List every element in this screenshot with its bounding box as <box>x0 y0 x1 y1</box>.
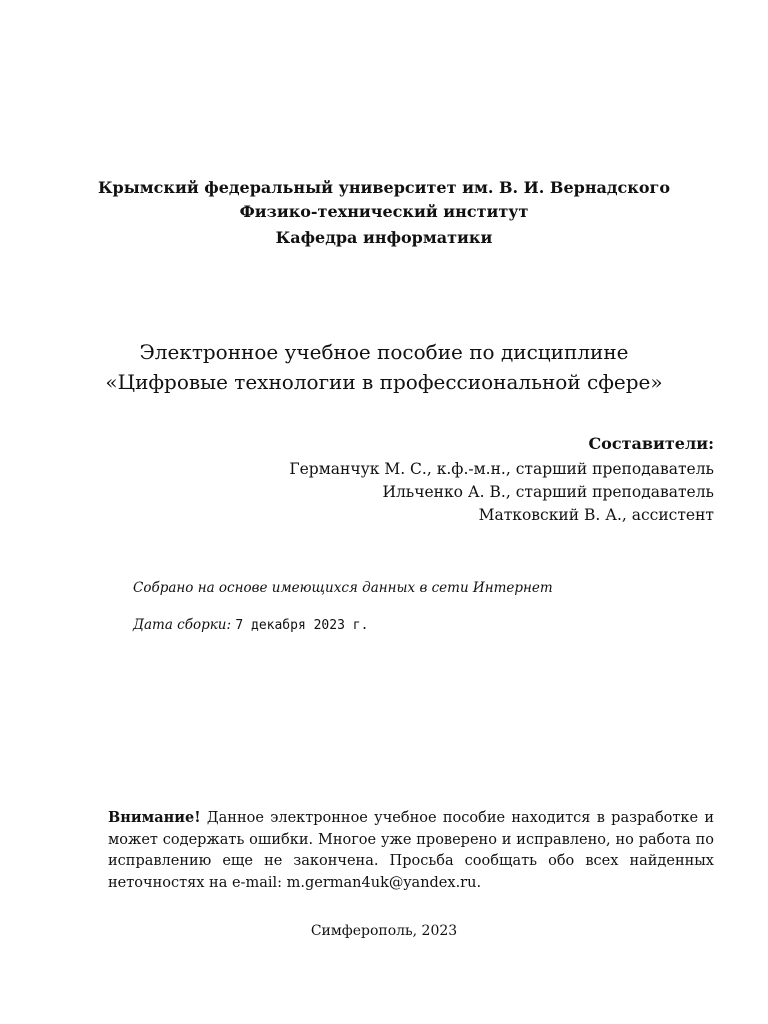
author-1: Германчук М. С., к.ф.-м.н., старший преподаватель <box>289 460 714 478</box>
build-date-value: 7 декабря 2023 г. <box>235 618 369 633</box>
warning-text: Данное электронное учебное пособие находится в разработке и может содержать ошибки. Многое уже проверено и исправлено, но работа по исправлению еще не закончена. Просьба сообщать обо всех найденных неточностях на e-mail: m.german4uk@yandex.ru. <box>108 810 715 891</box>
author-2: Ильченко А. В., старший преподаватель <box>382 483 714 501</box>
source-note: Собрано на основе имеющихся данных в сети Интернет <box>133 580 553 596</box>
department-name: Кафедра информатики <box>275 228 493 247</box>
author-3: Матковский В. А., ассистент <box>478 506 714 524</box>
warning-label: Внимание! <box>108 809 201 826</box>
authors-heading: Составители: <box>588 434 714 453</box>
warning-paragraph <box>108 807 714 894</box>
institute-name: Физико-технический институт <box>239 202 529 221</box>
build-date-label: Дата сборки: <box>133 617 232 633</box>
title-line-1: Электронное учебное пособие по дисциплине <box>139 340 629 364</box>
title-line-2: «Цифровые технологии в профессиональной сфере» <box>105 370 663 394</box>
city-year: Симферополь, 2023 <box>310 923 458 939</box>
build-date-line <box>133 617 368 633</box>
university-name: Крымский федеральный университет им. В. И. Вернадского <box>97 178 670 197</box>
